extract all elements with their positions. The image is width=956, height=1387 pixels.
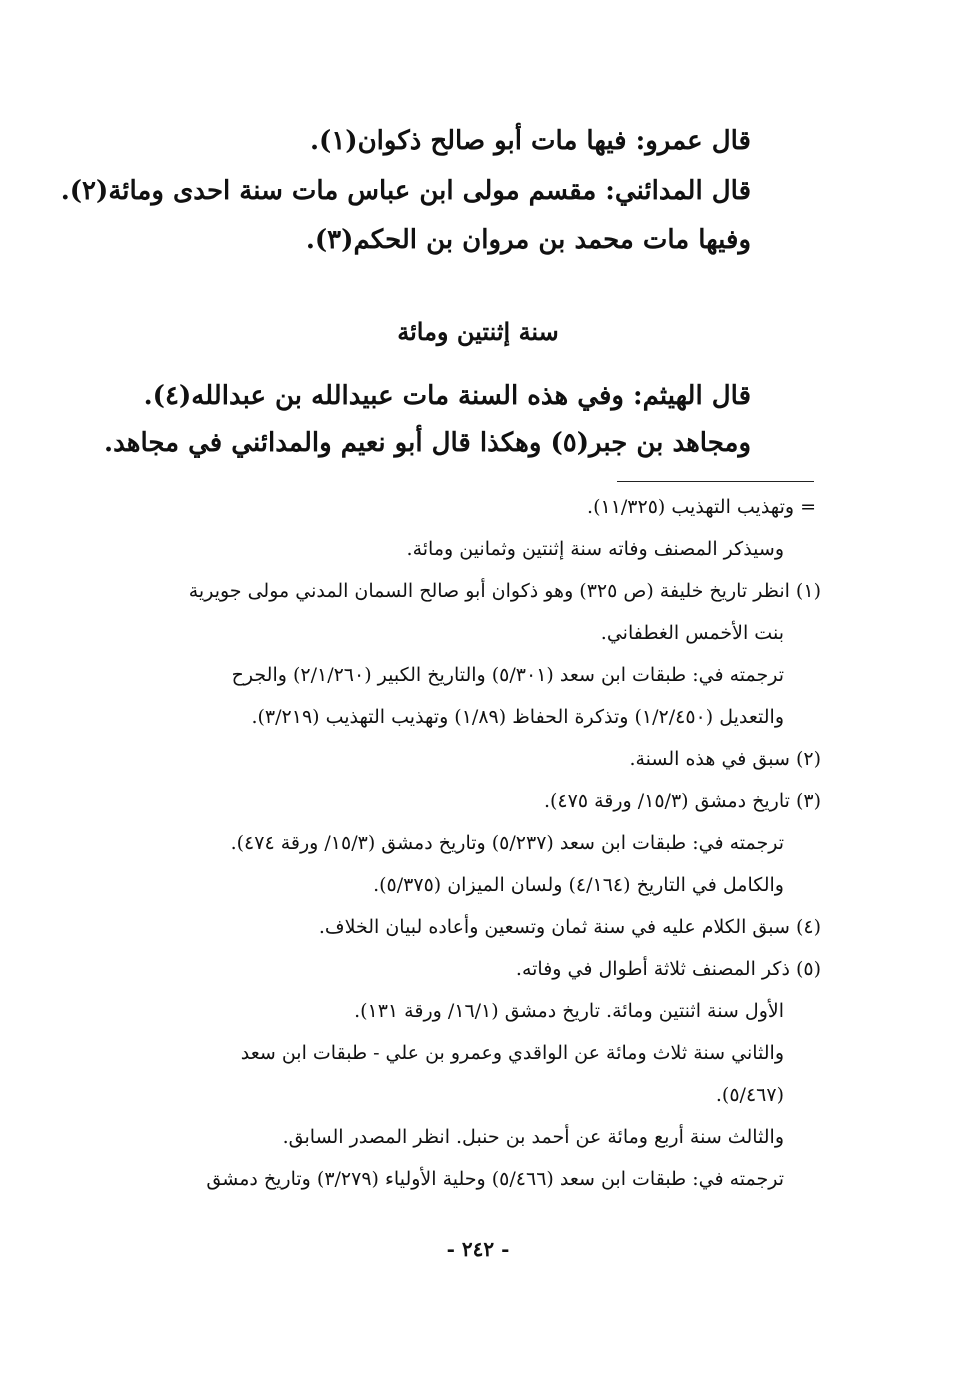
footnote-line: (٢) سبق في هذه السنة. [629, 748, 821, 770]
page-number: - ٢٤٢ - [446, 1237, 510, 1261]
footnote-line: (٣) تاريخ دمشق (١٥/٣/ ورقة ٤٧٥). [543, 790, 821, 812]
footnote-line: ترجمته في: طبقات ابن سعد (٥/٢٣٧) وتاريخ دمشق (١٥/٣/ ورقة ٤٧٤). [230, 832, 784, 854]
section-line-1: قال الهيثم: وفي هذه السنة مات عبيدالله بن عبدالله(٤). [143, 381, 751, 411]
footnote-line: = وتهذيب التهذيب (١١/٣٢٥). [587, 496, 816, 518]
footnote-line: (٥/٤٦٧). [715, 1084, 784, 1106]
footnote-line: (١) انظر تاريخ خليفة (ص ٣٢٥) وهو ذكوان أبو صالح السمان المدني مولى جويرية [188, 580, 821, 602]
footnote-line: والثاني سنة ثلاث ومائة عن الواقدي وعمرو بن علي - طبقات ابن سعد [240, 1042, 784, 1064]
main-line-1: قال عمرو: فيها مات أبو صالح ذكوان(١). [309, 126, 751, 156]
main-line-3: وفيها مات محمد بن مروان بن الحكم(٣). [305, 225, 751, 255]
footnote-line: والتعديل (١/٢/٤٥٠) وتذكرة الحفاظ (١/٨٩) وتهذيب التهذيب (٣/٢١٩). [251, 706, 784, 728]
footnote-line: (٤) سبق الكلام عليه في سنة ثمان وتسعين وأعاده لبيان الخلاف. [318, 916, 821, 938]
footnote-separator [617, 481, 814, 482]
main-line-2: قال المدائني: مقسم مولى ابن عباس مات سنة احدى ومائة(٢). [60, 176, 751, 206]
footnote-line: ترجمته في: طبقات ابن سعد (٥/٣٠١) والتاريخ الكبير (٢/١/٢٦٠) والجرح [231, 664, 784, 686]
footnote-line: بنت الأخمس الغطفاني. [600, 622, 784, 644]
footnote-line: ترجمته في: طبقات ابن سعد (٥/٤٦٦) وحلية الأولياء (٣/٢٧٩) وتاريخ دمشق [206, 1168, 784, 1190]
section-line-2: ومجاهد بن جبر(٥) وهكذا قال أبو نعيم والمدائني في مجاهد. [104, 428, 751, 458]
footnote-line: (٥) ذكر المصنف ثلاثة أطوال في وفاته. [515, 958, 821, 980]
footnote-line: الأول سنة اثنتين ومائة. تاريخ دمشق (١٦/١/ ورقة ١٣١). [354, 1000, 784, 1022]
footnote-line: والثالث سنة أربع ومائة عن أحمد بن حنبل. انظر المصدر السابق. [282, 1126, 784, 1148]
footnote-line: وسيذكر المصنف وفاته سنة إثنتين وثمانين ومائة. [406, 538, 784, 560]
section-heading: سنة إثنتين ومائة [397, 317, 559, 346]
footnote-line: والكامل في التاريخ (٤/١٦٤) ولسان الميزان (٥/٣٧٥). [373, 874, 784, 896]
